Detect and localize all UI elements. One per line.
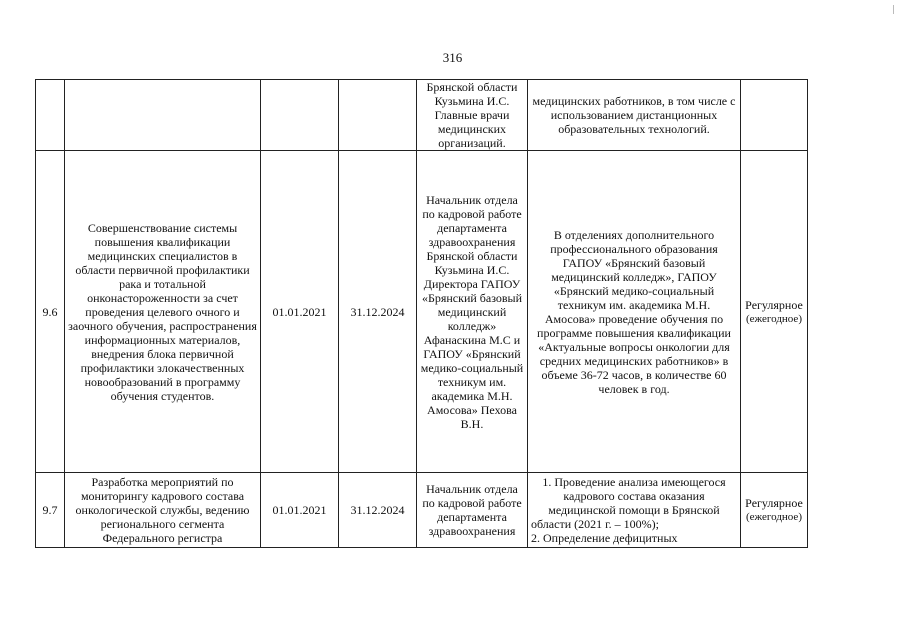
cell-period	[741, 151, 808, 473]
cell-start-date	[261, 80, 339, 151]
cell-result: В отделениях дополнительного профессионального образования ГАПОУ «Брянский базовый медицинский колледж», ГАПОУ «Брянский медико-социальный техникум им. академика М.Н. Амосова» проведение обучения по программе повышения квалификации «Актуальные вопросы онкологии для средних медицинских работников» в объеме 36-72 часов, в количестве 60 человек в год.	[528, 151, 741, 473]
cell-start-date: 01.01.2021	[261, 473, 339, 548]
cell-num: 9.6	[36, 151, 65, 473]
period-label: Регулярное	[745, 297, 803, 312]
cell-end-date: 31.12.2024	[339, 151, 417, 473]
cell-period	[741, 80, 808, 151]
cell-num: 9.7	[36, 473, 65, 548]
cell-end-date: 31.12.2024	[339, 473, 417, 548]
cell-responsible: Начальник отдела по кадровой работе департамента здравоохранения	[417, 473, 528, 548]
table-row	[36, 80, 808, 151]
cell-responsible: Брянской области Кузьмина И.С. Главные врачи медицинских организаций.	[417, 80, 528, 151]
table-row	[36, 473, 808, 548]
cell-title: Разработка мероприятий по мониторингу кадрового состава онкологической службы, ведению регионального сегмента Федерального регистра	[65, 473, 261, 548]
cell-period	[741, 473, 808, 548]
cell-num	[36, 80, 65, 151]
period-sublabel: (ежегодное)	[746, 312, 802, 325]
period-sublabel: (ежегодное)	[746, 511, 802, 523]
cell-result	[528, 473, 741, 548]
page-number: 316	[442, 50, 463, 65]
cell-title	[65, 80, 261, 151]
cell-result: медицинских работников, в том числе с использованием дистанционных образовательных технологий.	[528, 80, 741, 151]
table-row	[36, 151, 808, 473]
period-label: Регулярное	[745, 496, 803, 510]
plan-table	[35, 79, 808, 548]
cell-start-date: 01.01.2021	[261, 151, 339, 473]
scan-edge-mark	[893, 5, 894, 14]
result-line: 2. Определение дефицитных	[531, 531, 678, 545]
cell-responsible: Начальник отдела по кадровой работе департамента здравоохранения Брянской области Кузьмина И.С. Директора ГАПОУ «Брянский базовый медицинский колледж» Афанаскина М.С и ГАПОУ «Брянский медико-социальный техникум им. академика М.Н. Амосова» Пехова В.Н.	[417, 151, 528, 473]
cell-end-date	[339, 80, 417, 151]
result-line: 1. Проведение анализа имеющегося кадрового состава оказания медицинской помощи в Брянской области (2021 г. – 100%);	[531, 475, 726, 531]
cell-title: Совершенствование системы повышения квалификации медицинских специалистов в области первичной профилактики рака и тотальной онконастороженности за счет проведения целевого очного и заочного обучения, распространения информационных материалов, внедрения блока первичной профилактики злокачественных новообразований в программу обучения студентов.	[65, 151, 261, 473]
